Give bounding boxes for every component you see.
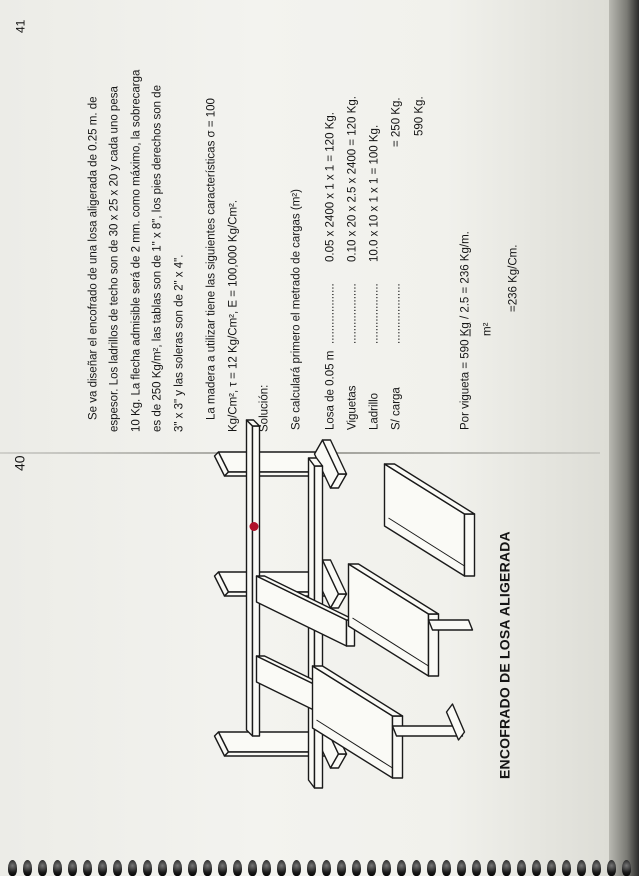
per-joist-suffix: / 2.5 = 236 Kg/m.	[459, 231, 472, 323]
binding-ring	[397, 860, 406, 876]
binding-ring	[248, 860, 257, 876]
binding-ring	[98, 860, 107, 876]
load-label: Ladrillo	[368, 392, 381, 430]
m2-unit: m²	[481, 322, 494, 336]
binding-ring	[158, 860, 167, 876]
binding-ring	[457, 860, 466, 876]
result-value: =236 Kg/Cm.	[507, 244, 520, 312]
binding-ring	[292, 860, 301, 876]
binding-ring	[203, 860, 212, 876]
binding-ring	[532, 860, 541, 876]
binding-ring	[337, 860, 346, 876]
post-3	[215, 440, 347, 488]
wood-properties-line: Kg/Cm², τ = 12 Kg/Cm², E = 100,000 Kg/Cm².	[227, 199, 240, 432]
paragraph-line: 10 Kg. La flecha admisible será de 2 mm. como máximo, la sobrecarga	[130, 69, 143, 432]
binding-ring	[113, 860, 122, 876]
binding-ring	[592, 860, 601, 876]
binding-ring	[547, 860, 556, 876]
loads-intro: Se calculará primero el metrado de cargas (m²)	[290, 189, 303, 430]
binding-ring	[38, 860, 47, 876]
tabla-plank-1	[313, 666, 403, 778]
binding-ring	[412, 860, 421, 876]
binding-ring	[322, 860, 331, 876]
binding-ring	[8, 860, 17, 876]
load-total: 590 Kg.	[413, 96, 426, 136]
binding-ring	[442, 860, 451, 876]
binding-ring	[352, 860, 361, 876]
binding-ring	[173, 860, 182, 876]
load-calc: 0.05 x 2400 x 1 x 1 = 120 Kg.	[324, 112, 337, 262]
paragraph-line: es de 250 Kg/m², las tablas son de 1" x 8", los pies derechos son de	[151, 85, 164, 432]
binding-ring	[577, 860, 586, 876]
binding-ring	[68, 860, 77, 876]
binding-ring	[233, 860, 242, 876]
page-title: ENCOFRADO DE LOSA ALIGERADA	[496, 531, 513, 779]
per-joist-kg: Kg	[459, 322, 472, 337]
binding-ring	[472, 860, 481, 876]
binding-ring	[188, 860, 197, 876]
left-page-number: 40	[11, 455, 28, 471]
support-strut-1	[393, 704, 465, 740]
binding-ring	[128, 860, 137, 876]
binding-ring	[218, 860, 227, 876]
wood-properties-line: La madera a utilizar tiene las siguientes características σ = 100	[205, 98, 218, 420]
load-dots: ...................	[368, 283, 381, 344]
red-ink-mark	[250, 522, 259, 531]
binding-ring	[277, 860, 286, 876]
binding-ring	[382, 860, 391, 876]
binding-ring	[622, 860, 631, 876]
load-label: Viguetas	[346, 385, 359, 430]
tabla-plank-3	[385, 464, 475, 576]
support-strut-2	[429, 620, 473, 630]
load-label: Losa de 0.05 m	[324, 350, 337, 430]
right-page-number: 41	[13, 19, 28, 33]
load-calc: 10.0 x 10 x 1 x 1 = 100 Kg.	[368, 124, 381, 262]
binding-ring	[607, 860, 616, 876]
binding-ring	[53, 860, 62, 876]
binding-ring	[307, 860, 316, 876]
load-dots: ...................	[324, 283, 337, 344]
binding-ring	[83, 860, 92, 876]
binding-ring	[562, 860, 571, 876]
binding-ring	[517, 860, 526, 876]
binding-ring	[427, 860, 436, 876]
spiral-binding	[0, 846, 639, 876]
tabla-plank-2	[349, 564, 439, 676]
paragraph-line: 3" x 3" y las soleras son de 2" x 4".	[173, 254, 186, 432]
binding-ring	[367, 860, 376, 876]
solution-label: Solución:	[258, 384, 271, 432]
load-label: S/ carga	[390, 387, 403, 430]
paragraph-line: espesor. Los ladrillos de techo son de 30 x 25 x 20 y cada uno pesa	[108, 86, 121, 432]
load-calc: 0.10 x 20 x 2.5 x 2400 = 120 Kg.	[346, 96, 359, 262]
per-joist-prefix: Por vigueta = 590	[459, 336, 472, 430]
load-dots: ...................	[346, 283, 359, 344]
binding-ring	[262, 860, 271, 876]
binding-ring	[487, 860, 496, 876]
per-joist-text	[460, 231, 472, 430]
load-calc: = 250 Kg.	[390, 97, 403, 147]
load-dots: ...................	[390, 283, 403, 344]
binding-ring	[502, 860, 511, 876]
formwork-isometric-drawing	[197, 416, 487, 796]
paragraph-line: Se va diseñar el encofrado de una losa aligerada de 0.25 m. de	[87, 96, 100, 420]
binding-ring	[143, 860, 152, 876]
binding-ring	[23, 860, 32, 876]
